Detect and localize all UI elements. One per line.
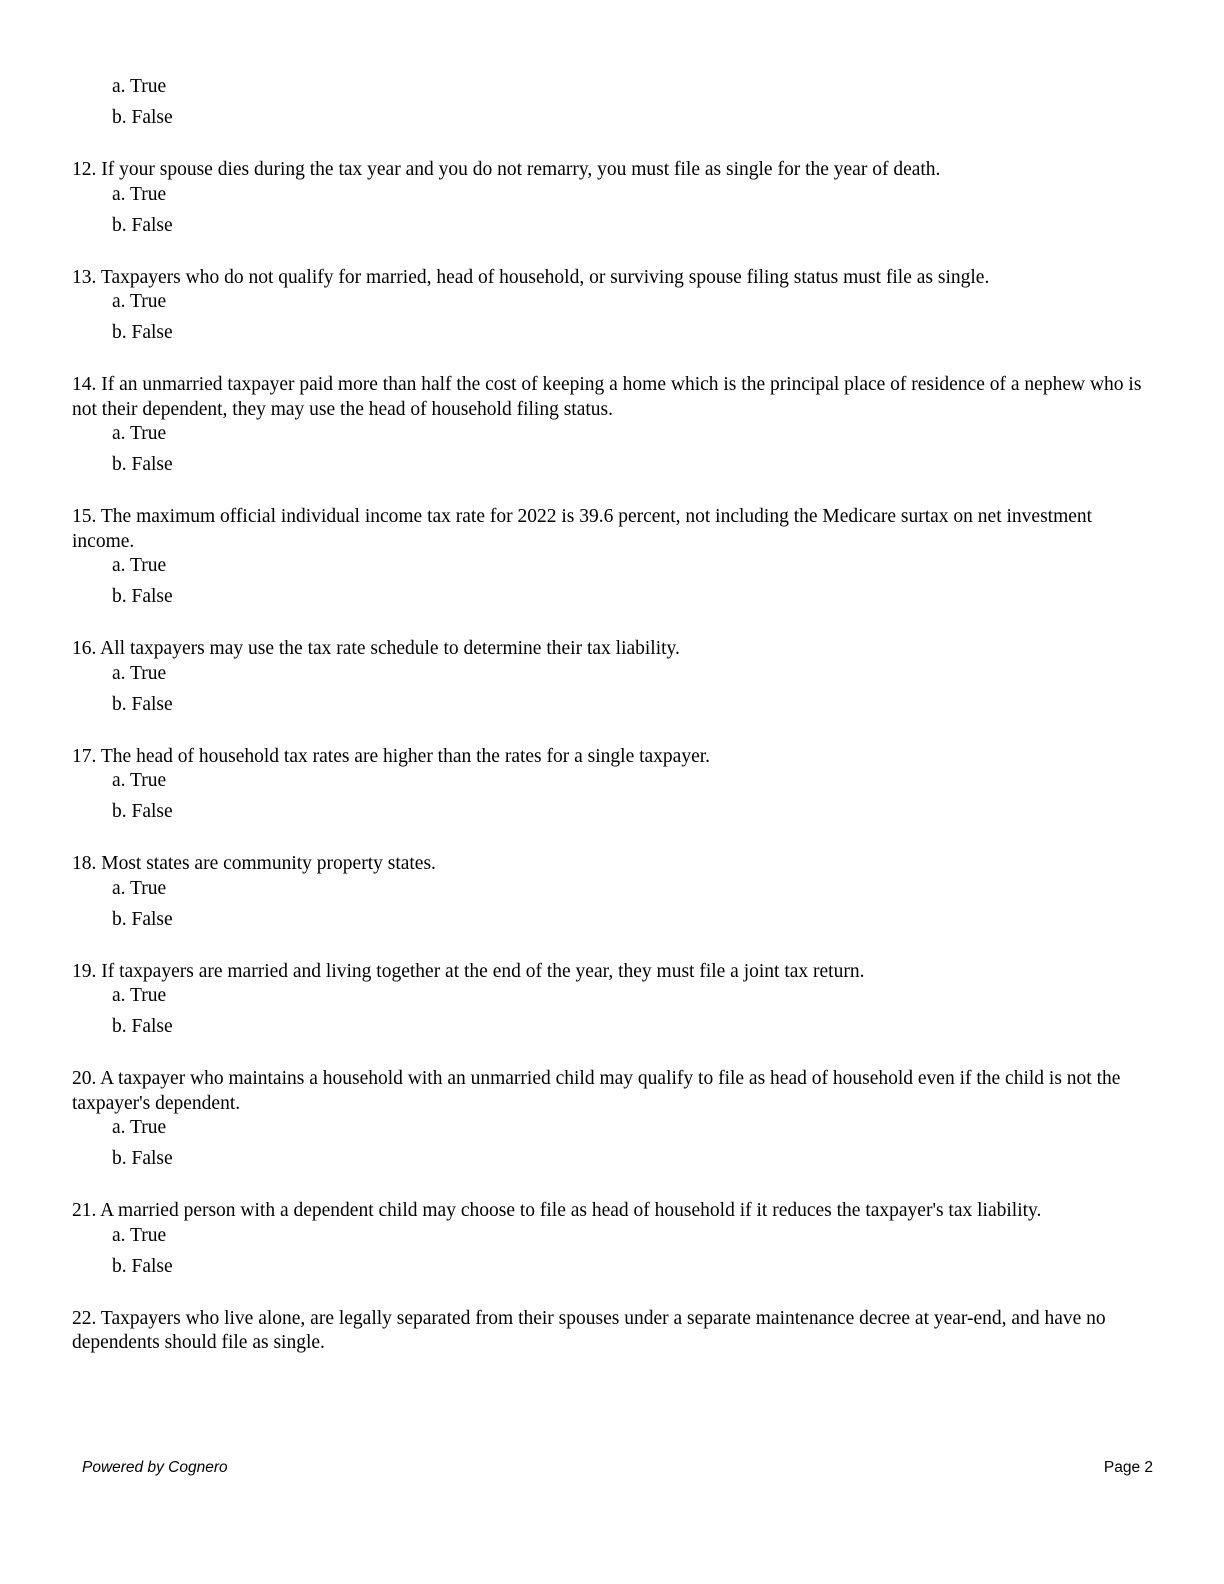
option-b: b. False: [112, 586, 173, 607]
option-b: b. False: [112, 1255, 173, 1277]
option-a: a. True: [112, 877, 167, 899]
question-text: 18. Most states are community property states.: [72, 853, 436, 874]
option-a: a. True: [112, 770, 167, 791]
option-b: b. False: [112, 1148, 173, 1169]
question-12: [72, 158, 1152, 238]
option-b: b. False: [112, 214, 173, 236]
option-b: b. False: [112, 322, 173, 343]
page-number: Page 2: [1103, 1459, 1153, 1476]
question-text: 12. If your spouse dies during the tax year and you do not remarry, you must file as single for the year of death.: [72, 159, 941, 180]
question-text: 20. A taxpayer who maintains a household with an unmarried child may qualify to file as head of household even if the child is not the taxpayer's dependent.: [72, 1068, 1121, 1114]
option-a: a. True: [112, 183, 167, 205]
question-22: [72, 1307, 1152, 1356]
question-20: [72, 1067, 1152, 1171]
powered-by-text: Powered by Cognero: [82, 1459, 228, 1476]
question-list: [72, 75, 1152, 1356]
question-text: 21. A married person with a dependent child may choose to file as head of household if it reduces the taxpayer's tax liability.: [72, 1200, 1042, 1221]
option-b: b. False: [112, 801, 173, 822]
question-14: [72, 373, 1152, 477]
question-text: 14. If an unmarried taxpayer paid more than half the cost of keeping a home which is the principal place of residence of a nephew who is not their dependent, they may use the head of household filing status.: [72, 374, 1142, 420]
question-16: [72, 637, 1152, 717]
question-text: 13. Taxpayers who do not qualify for married, head of household, or surviving spouse filing status must file as single.: [72, 266, 990, 288]
question-15: [72, 505, 1152, 609]
option-b: b. False: [112, 107, 173, 128]
option-a: a. True: [112, 985, 167, 1006]
option-a: a. True: [112, 1224, 167, 1246]
question-19: [72, 960, 1152, 1040]
option-a: a. True: [112, 555, 167, 576]
question-text: 17. The head of household tax rates are higher than the rates for a single taxpayer.: [72, 745, 711, 767]
question-text: 15. The maximum official individual income tax rate for 2022 is 39.6 percent, not including the Medicare surtax on net investment income.: [72, 506, 1093, 552]
option-a: a. True: [112, 423, 167, 444]
page-footer: [82, 1459, 1153, 1483]
question-11-options: [72, 75, 1152, 130]
option-a: a. True: [112, 76, 167, 97]
question-text: 22. Taxpayers who live alone, are legally separated from their spouses under a separate maintenance decree at year-end, and have no dependents should file as single.: [72, 1307, 1106, 1353]
option-a: a. True: [112, 662, 167, 684]
option-a: a. True: [112, 291, 167, 312]
option-b: b. False: [112, 908, 173, 930]
option-b: b. False: [112, 693, 173, 715]
question-text: 16. All taxpayers may use the tax rate schedule to determine their tax liability.: [72, 638, 680, 659]
question-17: [72, 745, 1152, 825]
option-b: b. False: [112, 454, 173, 475]
question-18: [72, 852, 1152, 932]
option-a: a. True: [112, 1117, 167, 1138]
question-21: [72, 1199, 1152, 1279]
question-text: 19. If taxpayers are married and living together at the end of the year, they must file a joint tax return.: [72, 960, 865, 982]
option-b: b. False: [112, 1016, 173, 1037]
question-13: [72, 266, 1152, 346]
